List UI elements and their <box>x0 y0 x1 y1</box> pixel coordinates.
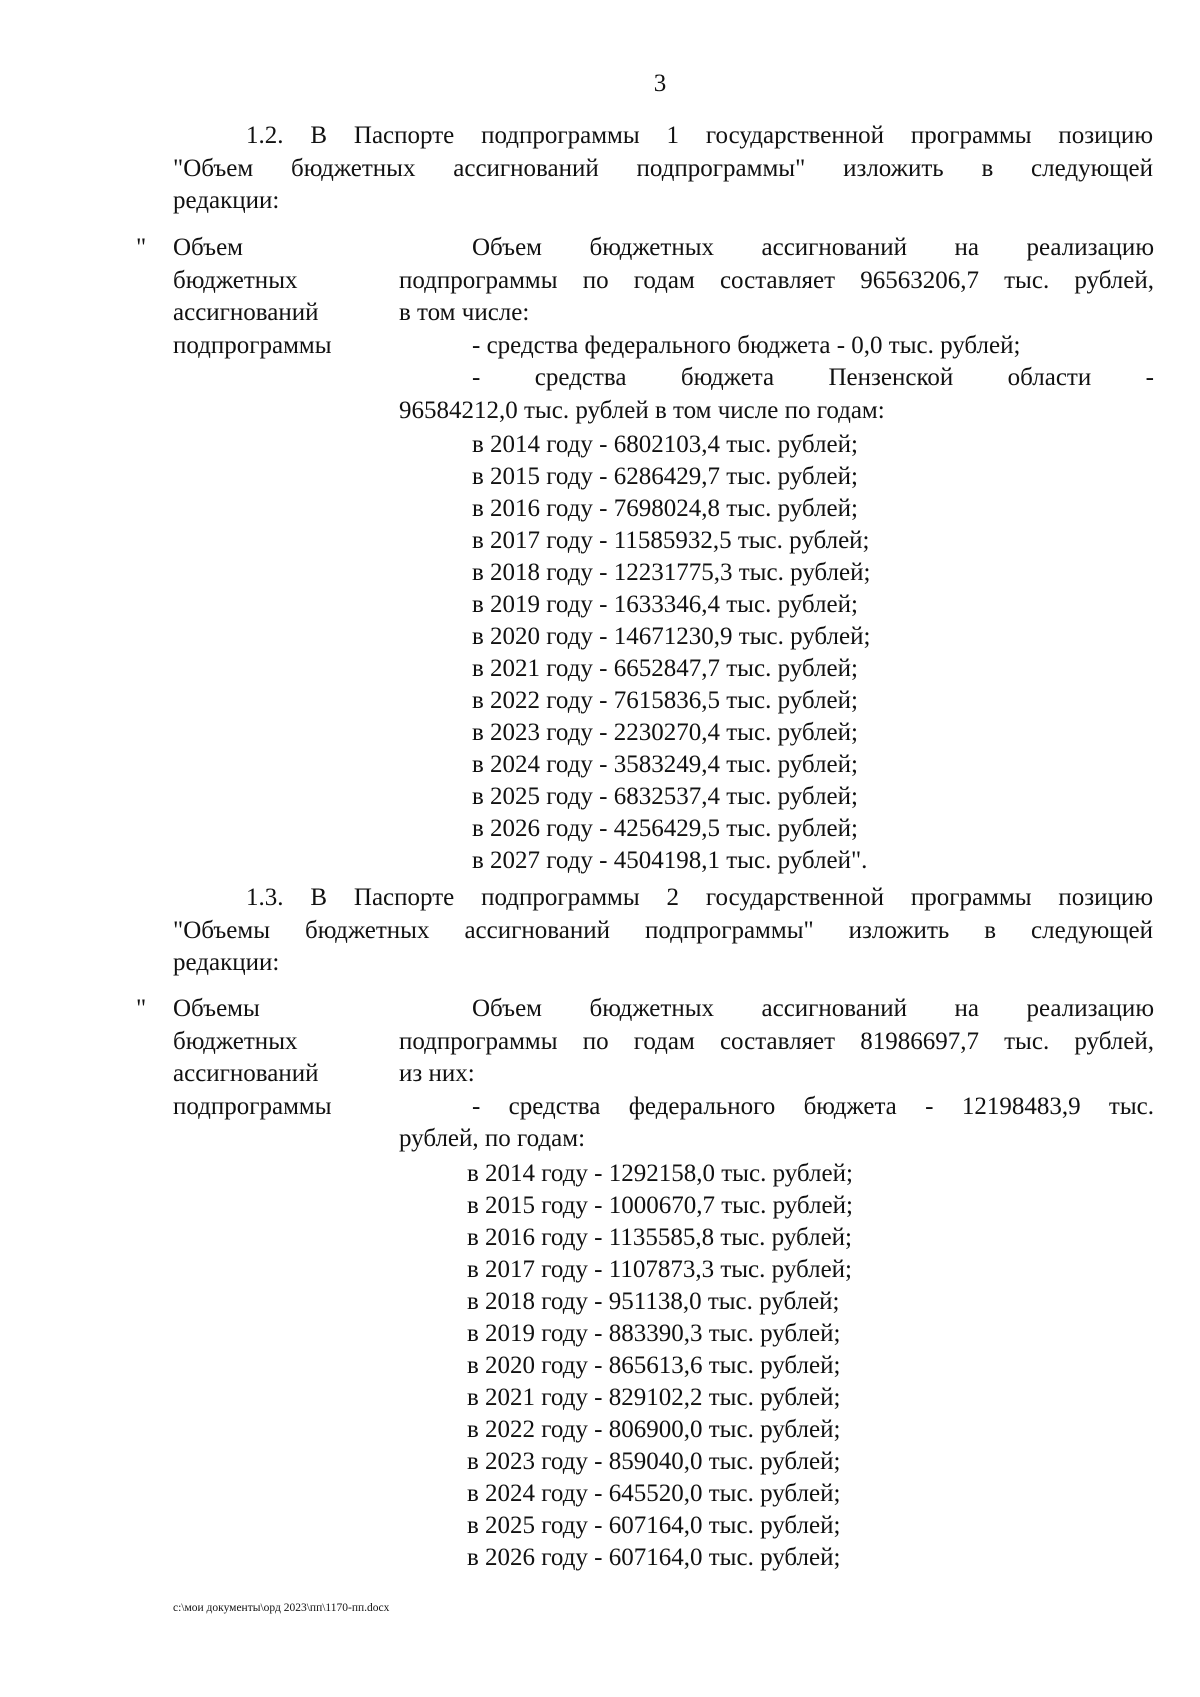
section-1-2-line-3: редакции: <box>173 187 280 214</box>
list-item: в 2026 году - 607164,0 тыс. рублей; <box>467 1544 841 1571</box>
block-1-label-line: ассигнований <box>173 299 319 326</box>
file-path-footer: c:\мои документы\орд 2023\пп\1170-пп.docx <box>173 1602 390 1614</box>
list-item: в 2027 году - 4504198,1 тыс. рублей". <box>472 847 868 874</box>
section-1-2-line-2: "Объем бюджетных ассигнований подпрограммы" изложить в следующей <box>173 154 1153 182</box>
block-1-open-quote: " <box>136 234 147 261</box>
list-item: в 2016 году - 1135585,8 тыс. рублей; <box>467 1224 852 1251</box>
block-2-value <box>399 993 1154 1156</box>
list-item: в 2022 году - 7615836,5 тыс. рублей; <box>472 687 858 714</box>
list-item: в 2025 году - 6832537,4 тыс. рублей; <box>472 783 858 810</box>
list-item: в 2020 году - 865613,6 тыс. рублей; <box>467 1352 841 1379</box>
block-1-label-line: Объем <box>173 234 243 261</box>
list-item: в 2019 году - 1633346,4 тыс. рублей; <box>472 591 858 618</box>
list-item: в 2023 году - 859040,0 тыс. рублей; <box>467 1448 841 1475</box>
block-2-intro-line-1: Объем бюджетных ассигнований на реализацию <box>472 995 1154 1022</box>
section-1-3-line-3: редакции: <box>173 949 280 976</box>
block-2-federal-line-1: - средства федерального бюджета - 12198483,9 тыс. <box>472 1092 1154 1120</box>
block-2-label-line: бюджетных <box>173 1027 298 1055</box>
block-2-label-line: Объемы <box>173 995 260 1022</box>
block-1-regional-line-2: 96584212,0 тыс. рублей в том числе по годам: <box>399 396 885 424</box>
list-item: в 2015 году - 6286429,7 тыс. рублей; <box>472 463 858 490</box>
list-item: в 2018 году - 12231775,3 тыс. рублей; <box>472 559 871 586</box>
list-item: в 2024 году - 645520,0 тыс. рублей; <box>467 1480 841 1507</box>
section-1-3-line-2: "Объемы бюджетных ассигнований подпрограммы" изложить в следующей <box>173 916 1153 944</box>
block-2-open-quote: " <box>136 995 147 1022</box>
block-2-intro-line-2: подпрограммы по годам составляет 81986697,7 тыс. рублей, <box>399 1027 1154 1055</box>
block-1-intro-line-1: Объем бюджетных ассигнований на реализацию <box>472 234 1154 261</box>
block-2-label <box>173 993 373 1123</box>
list-item: в 2026 году - 4256429,5 тыс. рублей; <box>472 815 858 842</box>
block-2-label-line: ассигнований <box>173 1060 319 1087</box>
list-item: в 2022 году - 806900,0 тыс. рублей; <box>467 1416 841 1443</box>
block-2-label-line: подпрограммы <box>173 1092 332 1120</box>
page-number: 3 <box>653 70 667 97</box>
block-1-label <box>173 232 373 362</box>
block-1-label-line: подпрограммы <box>173 331 332 359</box>
block-2-year-list <box>467 1158 853 1574</box>
section-1-2-line-1: 1.2. В Паспорте подпрограммы 1 государственной программы позицию <box>246 122 1153 149</box>
block-1-intro-line-3: в том числе: <box>399 299 530 326</box>
list-item: в 2021 году - 6652847,7 тыс. рублей; <box>472 655 858 682</box>
list-item: в 2021 году - 829102,2 тыс. рублей; <box>467 1384 841 1411</box>
list-item: в 2019 году - 883390,3 тыс. рублей; <box>467 1320 841 1347</box>
block-2-federal-line-2: рублей, по годам: <box>399 1125 586 1152</box>
list-item: в 2020 году - 14671230,9 тыс. рублей; <box>472 623 871 650</box>
list-item: в 2016 году - 7698024,8 тыс. рублей; <box>472 495 858 522</box>
block-1-intro-line-2: подпрограммы по годам составляет 96563206,7 тыс. рублей, <box>399 266 1154 294</box>
section-1-3-line-1: 1.3. В Паспорте подпрограммы 2 государственной программы позицию <box>246 884 1153 911</box>
section-1-3-paragraph <box>173 882 1153 980</box>
list-item: в 2023 году - 2230270,4 тыс. рублей; <box>472 719 858 746</box>
block-1-federal: - средства федерального бюджета - 0,0 тыс. рублей; <box>472 331 1021 359</box>
list-item: в 2018 году - 951138,0 тыс. рублей; <box>467 1288 840 1315</box>
block-1-label-line: бюджетных <box>173 266 298 294</box>
list-item: в 2017 году - 11585932,5 тыс. рублей; <box>472 527 870 554</box>
list-item: в 2017 году - 1107873,3 тыс. рублей; <box>467 1256 852 1283</box>
block-2-intro-line-3: из них: <box>399 1060 475 1087</box>
list-item: в 2024 году - 3583249,4 тыс. рублей; <box>472 751 858 778</box>
list-item: в 2014 году - 1292158,0 тыс. рублей; <box>467 1160 853 1187</box>
list-item: в 2025 году - 607164,0 тыс. рублей; <box>467 1512 841 1539</box>
block-1-value <box>399 232 1154 427</box>
list-item: в 2015 году - 1000670,7 тыс. рублей; <box>467 1192 853 1219</box>
section-1-2-paragraph <box>173 120 1153 218</box>
block-1-regional-line-1: - средства бюджета Пензенской области - <box>472 364 1154 391</box>
list-item: в 2014 году - 6802103,4 тыс. рублей; <box>472 431 858 458</box>
block-1-year-list <box>472 429 870 877</box>
